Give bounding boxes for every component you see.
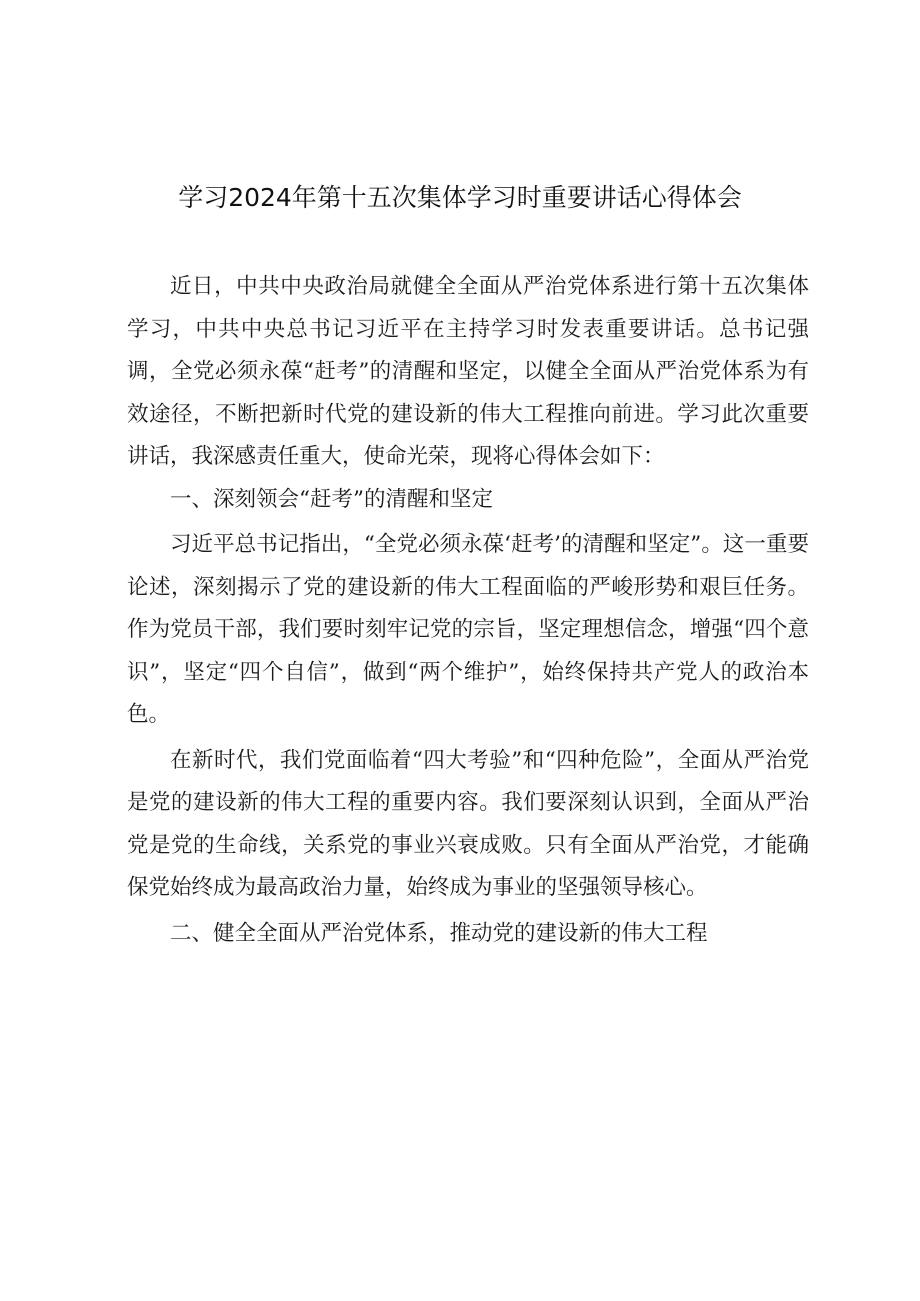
document-title: 学习2024年第十五次集体学习时重要讲话心得体会 <box>178 183 742 212</box>
document-body <box>127 266 809 955</box>
paragraph-section-1-a: 习近平总书记指出，“全党必须永葆‘赶考’的清醒和坚定”。这一重要论述，深刻揭示了党的建设新的伟大工程面临的严峻形势和艰巨任务。作为党员干部，我们要时刻牢记党的宗旨，坚定理想信念，增强“四个意识”，坚定“四个自信”，做到“两个维护”，始终保持共产党人的政治本色。 <box>127 532 809 727</box>
section-heading-1: 一、深刻领会“赶考”的清醒和坚定 <box>170 486 493 512</box>
paragraph-intro: 近日，中共中央政治局就健全全面从严治党体系进行第十五次集体学习，中共中央总书记习近平在主持学习时发表重要讲话。总书记强调，全党必须永葆“赶考”的清醒和坚定，以健全全面从严治党体系为有效途径，不断把新时代党的建设新的伟大工程推向前进。学习此次重要讲话，我深感责任重大，使命光荣，现将心得体会如下： <box>127 274 809 469</box>
paragraph-section-1-b: 在新时代，我们党面临着“四大考验”和“四种危险”，全面从严治党是党的建设新的伟大工程的重要内容。我们要深刻认识到，全面从严治党是党的生命线，关系党的事业兴衰成败。只有全面从严治党，才能确保党始终成为最高政治力量，始终成为事业的坚强领导核心。 <box>127 747 809 900</box>
section-heading-2: 二、健全全面从严治党体系，推动党的建设新的伟大工程 <box>170 920 708 946</box>
